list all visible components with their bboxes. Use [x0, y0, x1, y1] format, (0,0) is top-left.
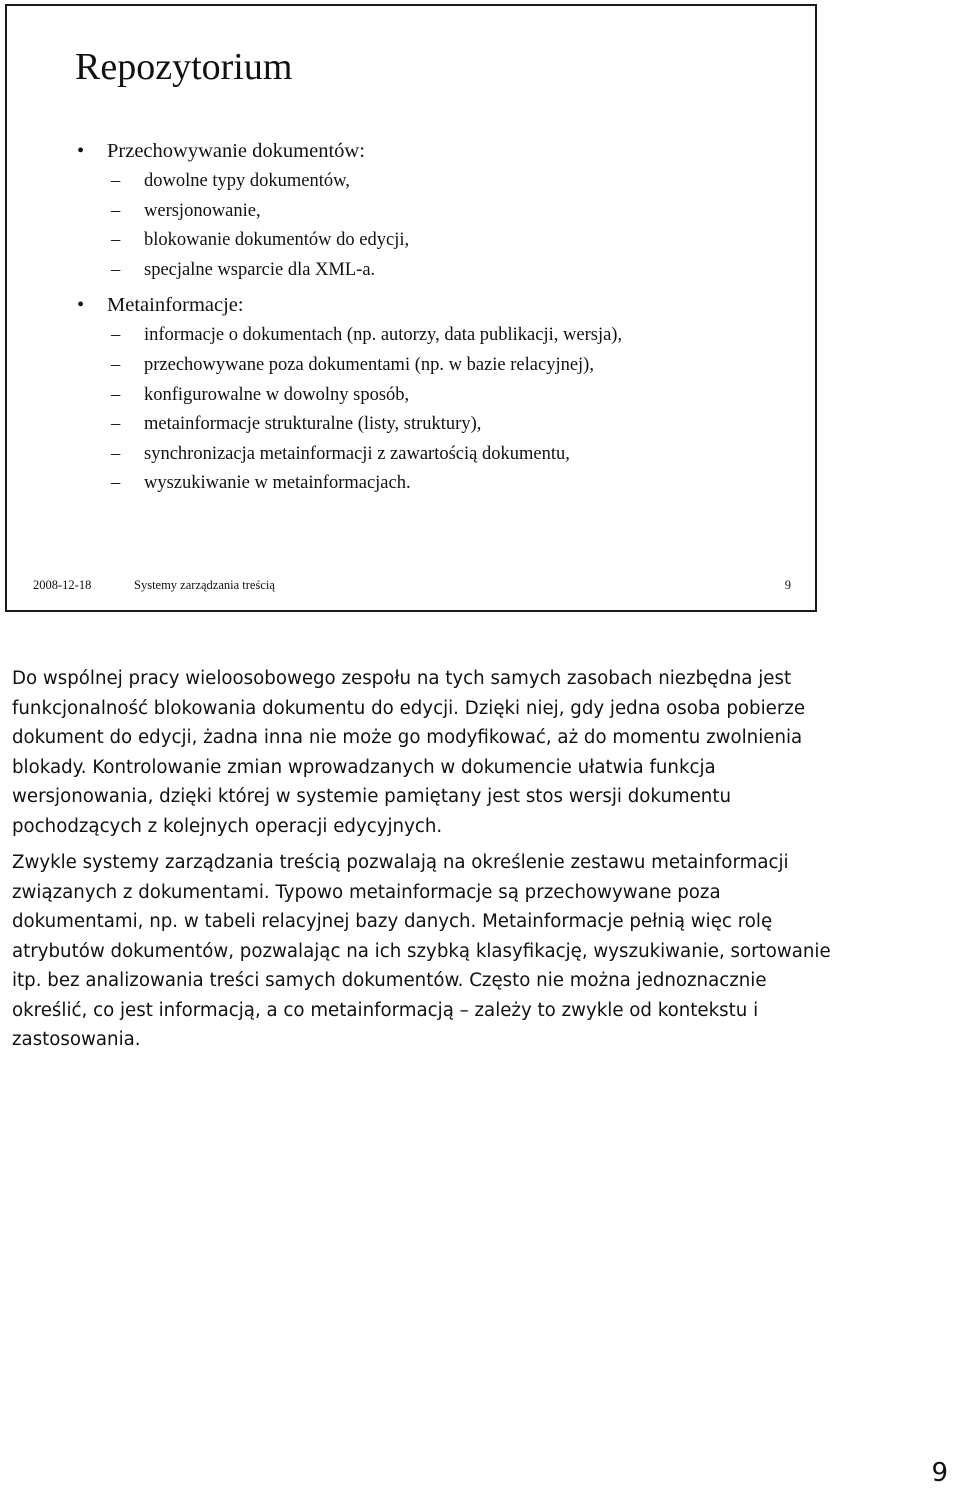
slide-title: Repozytorium [75, 46, 293, 88]
bullet-dot-icon: • [77, 294, 85, 317]
sub-item-text: wersjonowanie, [144, 200, 261, 221]
sub-list [107, 321, 622, 499]
dash-icon: – [111, 354, 121, 375]
slide [5, 4, 817, 612]
bullet-item [77, 293, 622, 499]
notes-paragraph: Zwykle systemy zarządzania treścią pozwalają na określenie zestawu metainformacji związanych z dokumentami. Typowo metainformacje są przechowywane poza dokumentami, np. w tabeli relacyjnej bazy danych. Metainformacje pełnią więc rolę atrybutów dokumentów, pozwalając na ich szybką klasyfikację, wyszukiwanie, sortowanie itp. bez analizowania treści samych dokumentów. Często nie można jednoznacznie określić, co jest informacją, a co metainformacją – zależy to zwykle od kontekstu i zastosowania. [12, 852, 831, 1050]
sub-item [111, 440, 622, 470]
sub-item [111, 256, 622, 286]
dash-icon: – [111, 171, 121, 191]
notes [12, 664, 832, 1055]
dash-icon: – [111, 414, 121, 435]
sub-item-text: synchronizacja metainformacji z zawartością dokumentu, [144, 443, 570, 464]
sub-item-text: przechowywane poza dokumentami (np. w bazie relacyjnej), [144, 354, 594, 375]
dash-icon: – [111, 473, 121, 494]
sub-item [111, 410, 622, 440]
sub-item-text: metainformacje strukturalne (listy, struktury), [144, 414, 482, 435]
bullet-text: Przechowywanie dokumentów: [107, 140, 365, 162]
dash-icon: – [111, 443, 121, 464]
sub-item [111, 351, 622, 381]
footer-date: 2008-12-18 [33, 578, 92, 592]
sub-item-text: specjalne wsparcie dla XML-a. [144, 259, 376, 280]
sub-item-text: dowolne typy dokumentów, [144, 171, 350, 191]
footer-slide-number: 9 [784, 578, 791, 592]
sub-item-text: blokowanie dokumentów do edycji, [144, 230, 410, 251]
sub-item [111, 197, 622, 227]
dash-icon: – [111, 230, 121, 251]
sub-item [111, 469, 622, 499]
dash-icon: – [111, 384, 121, 405]
sub-item-text: wyszukiwanie w metainformacjach. [144, 473, 411, 494]
bullet-item [77, 139, 622, 285]
sub-item [111, 167, 622, 197]
sub-item [111, 321, 622, 351]
footer-course-title: Systemy zarządzania treścią [134, 578, 275, 592]
page-number: 9 [931, 1458, 948, 1488]
bullet-text: Metainformacje: [107, 294, 244, 317]
sub-item-text: konfigurowalne w dowolny sposób, [144, 384, 410, 405]
slide-footer [7, 578, 815, 598]
notes-paragraph: Do wspólnej pracy wieloosobowego zespołu na tych samych zasobach niezbędna jest funkcjonalność blokowania dokumentu do edycji. Dzięki niej, gdy jedna osoba pobierze dokument do edycji, żadna inna nie może go modyfikować, aż do momentu zwolnienia blokady. Kontrolowanie zmian wprowadzanych w dokumencie ułatwia funkcja wersjonowania, dzięki której w systemie pamiętany jest stos wersji dokumentu pochodzących z kolejnych operacji edycyjnych. [12, 668, 806, 837]
bullet-dot-icon: • [77, 140, 85, 162]
dash-icon: – [111, 259, 121, 280]
sub-item [111, 226, 622, 256]
dash-icon: – [111, 325, 121, 346]
sub-item-text: informacje o dokumentach (np. autorzy, data publikacji, wersja), [144, 325, 623, 346]
sub-list [107, 167, 622, 285]
sub-item [111, 381, 622, 411]
dash-icon: – [111, 200, 121, 221]
bullet-list [77, 139, 622, 499]
